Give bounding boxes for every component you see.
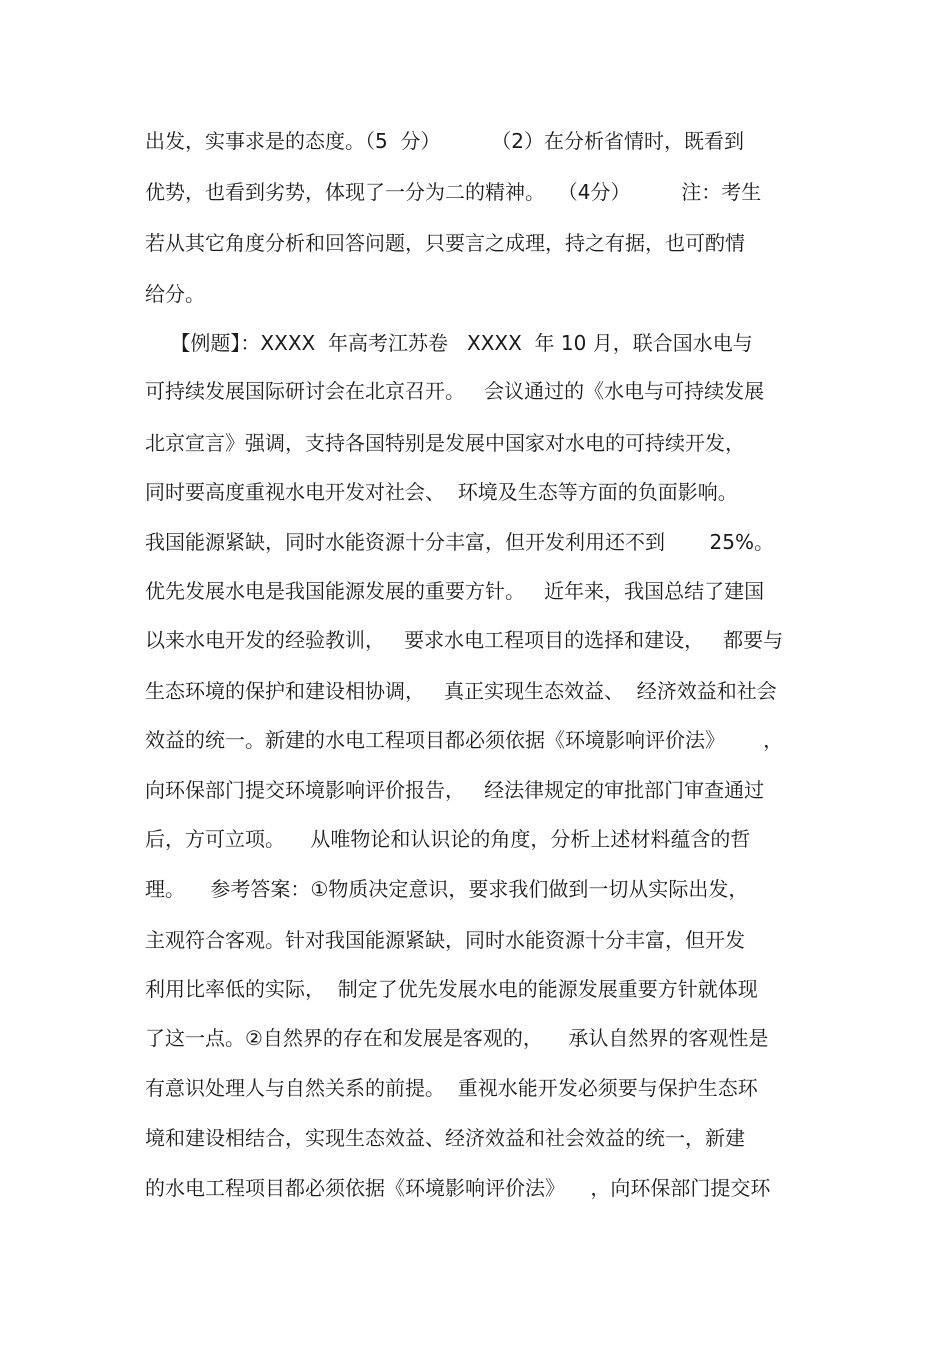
text-line: 利用比率低的实际， 制定了优先发展水电的能源发展重要方针就体现 bbox=[145, 977, 758, 1001]
text-line: 效益的统一。新建的水电工程项目都必须依据《环境影响评价法》 ， bbox=[145, 728, 784, 752]
text-line: 后，方可立项。 从唯物论和认识论的角度，分析上述材料蕴含的哲 bbox=[145, 827, 751, 851]
text-line: 可持续发展国际研讨会在北京召开。 会议通过的《水电与可持续发展 bbox=[145, 379, 765, 403]
text-line: 优先发展水电是我国能源发展的重要方针。 近年来，我国总结了建国 bbox=[145, 579, 765, 603]
text-line: 的水电工程项目都必须依据《环境影响评价法》 ，向环保部门提交环 bbox=[145, 1176, 771, 1200]
text-line: 出发，实事求是的态度。（5 分） （2）在分析省情时，既看到 bbox=[145, 129, 745, 153]
text-line: 若从其它角度分析和回答问题，只要言之成理，持之有据，也可酌情 bbox=[145, 231, 745, 255]
text-line: 我国能源紧缺，同时水能资源十分丰富，但开发利用还不到 25%。 bbox=[145, 530, 774, 554]
text-line: 有意识处理人与自然关系的前提。 重视水能开发必须要与保护生态环 bbox=[145, 1076, 758, 1100]
text-line: 同时要高度重视水电开发对社会、 环境及生态等方面的负面影响。 bbox=[145, 480, 738, 504]
text-line: 【例题】：XXXX 年高考江苏卷 XXXX 年 10 月，联合国水电与 bbox=[145, 331, 753, 355]
text-line: 了这一点。②自然界的存在和发展是客观的， 承认自然界的客观性是 bbox=[145, 1026, 769, 1050]
text-line: 境和建设相结合，实现生态效益、经济效益和社会效益的统一，新建 bbox=[145, 1126, 745, 1150]
text-line: 主观符合客观。针对我国能源紧缺，同时水能资源十分丰富，但开发 bbox=[145, 928, 745, 952]
text-line: 理。 参考答案：①物质决定意识，要求我们做到一切从实际出发， bbox=[145, 877, 749, 901]
text-line: 以来水电开发的经验教训， 要求水电工程项目的选择和建设， 都要与 bbox=[145, 628, 784, 652]
text-line: 生态环境的保护和建设相协调， 真正实现生态效益、 经济效益和社会 bbox=[145, 679, 777, 703]
text-line: 向环保部门提交环境影响评价报告， 经法律规定的审批部门审查通过 bbox=[145, 778, 765, 802]
text-line: 优势，也看到劣势，体现了一分为二的精神。 （4分） 注：考生 bbox=[145, 180, 762, 204]
text-line: 北京宣言》强调，支持各国特别是发展中国家对水电的可持续开发， bbox=[145, 431, 745, 455]
text-line: 给分。 bbox=[145, 282, 205, 306]
